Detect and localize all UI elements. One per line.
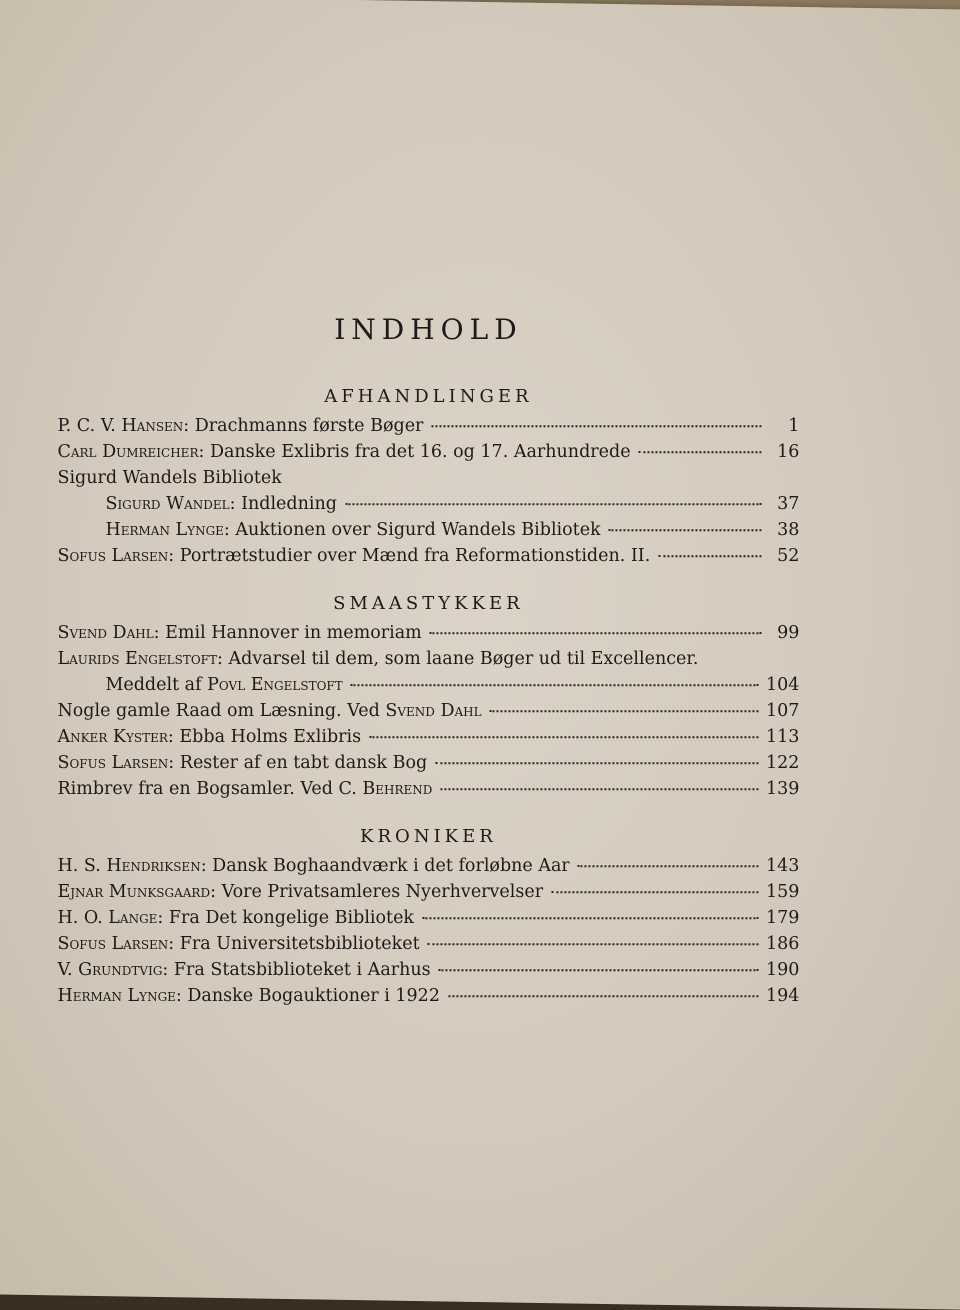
section-smaastykker bbox=[57, 593, 799, 802]
entry-separator: : bbox=[168, 546, 180, 567]
entry-title: Nogle gamle Raad om Læsning. Ved bbox=[57, 701, 386, 722]
entry-page-number: 194 bbox=[766, 986, 800, 1007]
entry-author: Sofus Larsen bbox=[57, 753, 169, 774]
entry-title: Danske Exlibris fra det 16. og 17. Aarhundrede bbox=[209, 442, 631, 463]
toc-entry bbox=[57, 957, 799, 983]
entry-page-number: 113 bbox=[766, 727, 800, 748]
toc-entry bbox=[57, 439, 799, 465]
entry-title: Emil Hannover in memoriam bbox=[165, 623, 422, 644]
dot-leader bbox=[422, 917, 758, 919]
entry-label bbox=[57, 646, 698, 672]
entry-separator: : bbox=[162, 960, 174, 981]
entry-page-number: 107 bbox=[766, 701, 800, 722]
entry-title: Sigurd Wandels Bibliotek bbox=[57, 468, 282, 489]
toc-entry bbox=[57, 517, 799, 543]
entry-title: Auktionen over Sigurd Wandels Bibliotek bbox=[235, 520, 601, 541]
entry-separator: : bbox=[153, 623, 166, 644]
entry-page-number: 159 bbox=[766, 882, 800, 903]
entry-title: Drachmanns første Bøger bbox=[194, 416, 424, 437]
entry-page-number: 179 bbox=[766, 908, 800, 929]
entry-label bbox=[57, 879, 543, 905]
entry-label bbox=[57, 724, 361, 750]
toc-entry bbox=[57, 465, 799, 491]
entry-title: Meddelt af bbox=[105, 675, 208, 696]
entry-author: Sofus Larsen bbox=[57, 934, 169, 955]
toc-entry bbox=[57, 543, 799, 569]
entry-label bbox=[57, 776, 432, 802]
entry-author: V. Grundtvig bbox=[57, 960, 163, 981]
table-of-contents bbox=[57, 313, 799, 1033]
entry-label bbox=[57, 905, 414, 931]
entry-author: Herman Lynge bbox=[105, 520, 224, 541]
entry-title: Fra Statsbiblioteket i Aarhus bbox=[173, 960, 431, 981]
toc-entry bbox=[57, 698, 799, 724]
toc-entry bbox=[57, 931, 799, 957]
entry-title: Indledning bbox=[241, 494, 337, 515]
entry-page-number: 104 bbox=[766, 675, 800, 696]
entry-page-number: 16 bbox=[777, 442, 800, 463]
entry-title: Rimbrev fra en Bogsamler. Ved bbox=[57, 779, 339, 800]
entry-page-number: 139 bbox=[766, 779, 800, 800]
entry-label bbox=[105, 491, 337, 517]
entry-author: Laurids Engelstoft bbox=[57, 649, 218, 670]
entry-separator: : bbox=[210, 882, 222, 903]
entry-page-number: 37 bbox=[777, 494, 800, 515]
entry-label bbox=[105, 517, 600, 543]
entry-label bbox=[57, 957, 430, 983]
entry-label bbox=[57, 750, 427, 776]
toc-entry bbox=[57, 724, 799, 750]
entry-separator: : bbox=[183, 416, 195, 437]
toc-entry bbox=[57, 879, 799, 905]
toc-entry bbox=[57, 413, 799, 439]
entry-separator: : bbox=[223, 520, 236, 541]
entry-separator: : bbox=[157, 908, 169, 929]
section-heading: KRONIKER bbox=[360, 826, 497, 848]
entry-author: H. O. Lange bbox=[57, 908, 158, 929]
entry-page-number: 38 bbox=[777, 520, 800, 541]
entry-author: Herman Lynge bbox=[57, 986, 176, 1007]
entry-author: Sofus Larsen bbox=[57, 546, 169, 567]
entry-page-number: 190 bbox=[766, 960, 800, 981]
toc-entry bbox=[57, 750, 799, 776]
page-title: INDHOLD bbox=[334, 313, 523, 347]
toc-entry bbox=[57, 853, 799, 879]
dot-leader bbox=[658, 555, 761, 557]
entry-author: C. Behrend bbox=[338, 779, 433, 800]
entry-page-number: 1 bbox=[788, 416, 800, 437]
entry-label bbox=[57, 983, 440, 1009]
entry-label bbox=[57, 620, 421, 646]
dot-leader bbox=[490, 710, 758, 712]
entry-title: Dansk Boghaandværk i det forløbne Aar bbox=[212, 856, 570, 877]
dot-leader bbox=[551, 891, 758, 893]
entry-author: P. C. V. Hansen bbox=[57, 416, 184, 437]
entry-label bbox=[57, 931, 419, 957]
entry-title: Advarsel til dem, som laane Bøger ud til Excellencer. bbox=[228, 649, 699, 670]
entry-separator: : bbox=[168, 934, 180, 955]
toc-entry bbox=[57, 672, 799, 698]
entry-title: Ebba Holms Exlibris bbox=[179, 727, 362, 748]
dot-leader bbox=[440, 788, 758, 790]
entry-separator: : bbox=[167, 727, 180, 748]
entry-separator: : bbox=[175, 986, 188, 1007]
section-heading: SMAASTYKKER bbox=[333, 593, 524, 615]
entry-author: Povl Engelstoft bbox=[207, 675, 343, 696]
entry-title: Fra Det kongelige Bibliotek bbox=[168, 908, 415, 929]
dot-leader bbox=[578, 865, 758, 867]
entry-label bbox=[57, 413, 423, 439]
entry-author: Anker Kyster bbox=[57, 727, 168, 748]
entry-title: Rester af en tabt dansk Bog bbox=[179, 753, 428, 774]
dot-leader bbox=[351, 684, 758, 686]
entry-separator: : bbox=[229, 494, 242, 515]
entry-title: Danske Bogauktioner i 1922 bbox=[187, 986, 440, 1007]
section-heading: AFHANDLINGER bbox=[324, 386, 533, 408]
dot-leader bbox=[345, 503, 761, 505]
dot-leader bbox=[448, 995, 758, 997]
entry-author: Svend Dahl bbox=[57, 623, 154, 644]
toc-entry bbox=[57, 491, 799, 517]
toc-entry bbox=[57, 905, 799, 931]
entry-label bbox=[57, 853, 569, 879]
entry-page-number: 186 bbox=[766, 934, 800, 955]
entry-page-number: 143 bbox=[766, 856, 800, 877]
dot-leader bbox=[369, 736, 758, 738]
entry-author: H. S. Hendriksen bbox=[57, 856, 201, 877]
entry-label bbox=[105, 672, 342, 698]
dot-leader bbox=[430, 632, 762, 634]
dot-leader bbox=[609, 529, 762, 531]
entry-page-number: 122 bbox=[766, 753, 800, 774]
dot-leader bbox=[435, 762, 758, 764]
entry-label bbox=[57, 543, 650, 569]
entry-page-number: 99 bbox=[777, 623, 800, 644]
entry-page-number: 52 bbox=[777, 546, 800, 567]
dot-leader bbox=[639, 451, 762, 453]
entry-title: Portrætstudier over Mænd fra Reformationstiden. II. bbox=[179, 546, 651, 567]
dot-leader bbox=[431, 425, 761, 427]
entry-author: Ejnar Munksgaard bbox=[57, 882, 211, 903]
dot-leader bbox=[428, 943, 758, 945]
toc-entry bbox=[57, 776, 799, 802]
toc-entry bbox=[57, 646, 799, 672]
dot-leader bbox=[439, 969, 758, 971]
toc-entry bbox=[57, 620, 799, 646]
entry-separator: : bbox=[198, 442, 210, 463]
entry-separator: : bbox=[217, 649, 229, 670]
entry-author: Carl Dumreicher bbox=[57, 442, 199, 463]
entry-title: Vore Privatsamleres Nyerhvervelser bbox=[221, 882, 544, 903]
entry-label bbox=[57, 439, 630, 465]
entry-author: Svend Dahl bbox=[385, 701, 482, 722]
section-afhandlinger bbox=[57, 386, 799, 569]
entry-separator: : bbox=[200, 856, 213, 877]
entry-title: Fra Universitetsbiblioteket bbox=[179, 934, 420, 955]
toc-entry bbox=[57, 983, 799, 1009]
section-kroniker bbox=[57, 826, 799, 1009]
entry-separator: : bbox=[168, 753, 180, 774]
entry-author: Sigurd Wandel bbox=[105, 494, 230, 515]
entry-label bbox=[57, 698, 481, 724]
